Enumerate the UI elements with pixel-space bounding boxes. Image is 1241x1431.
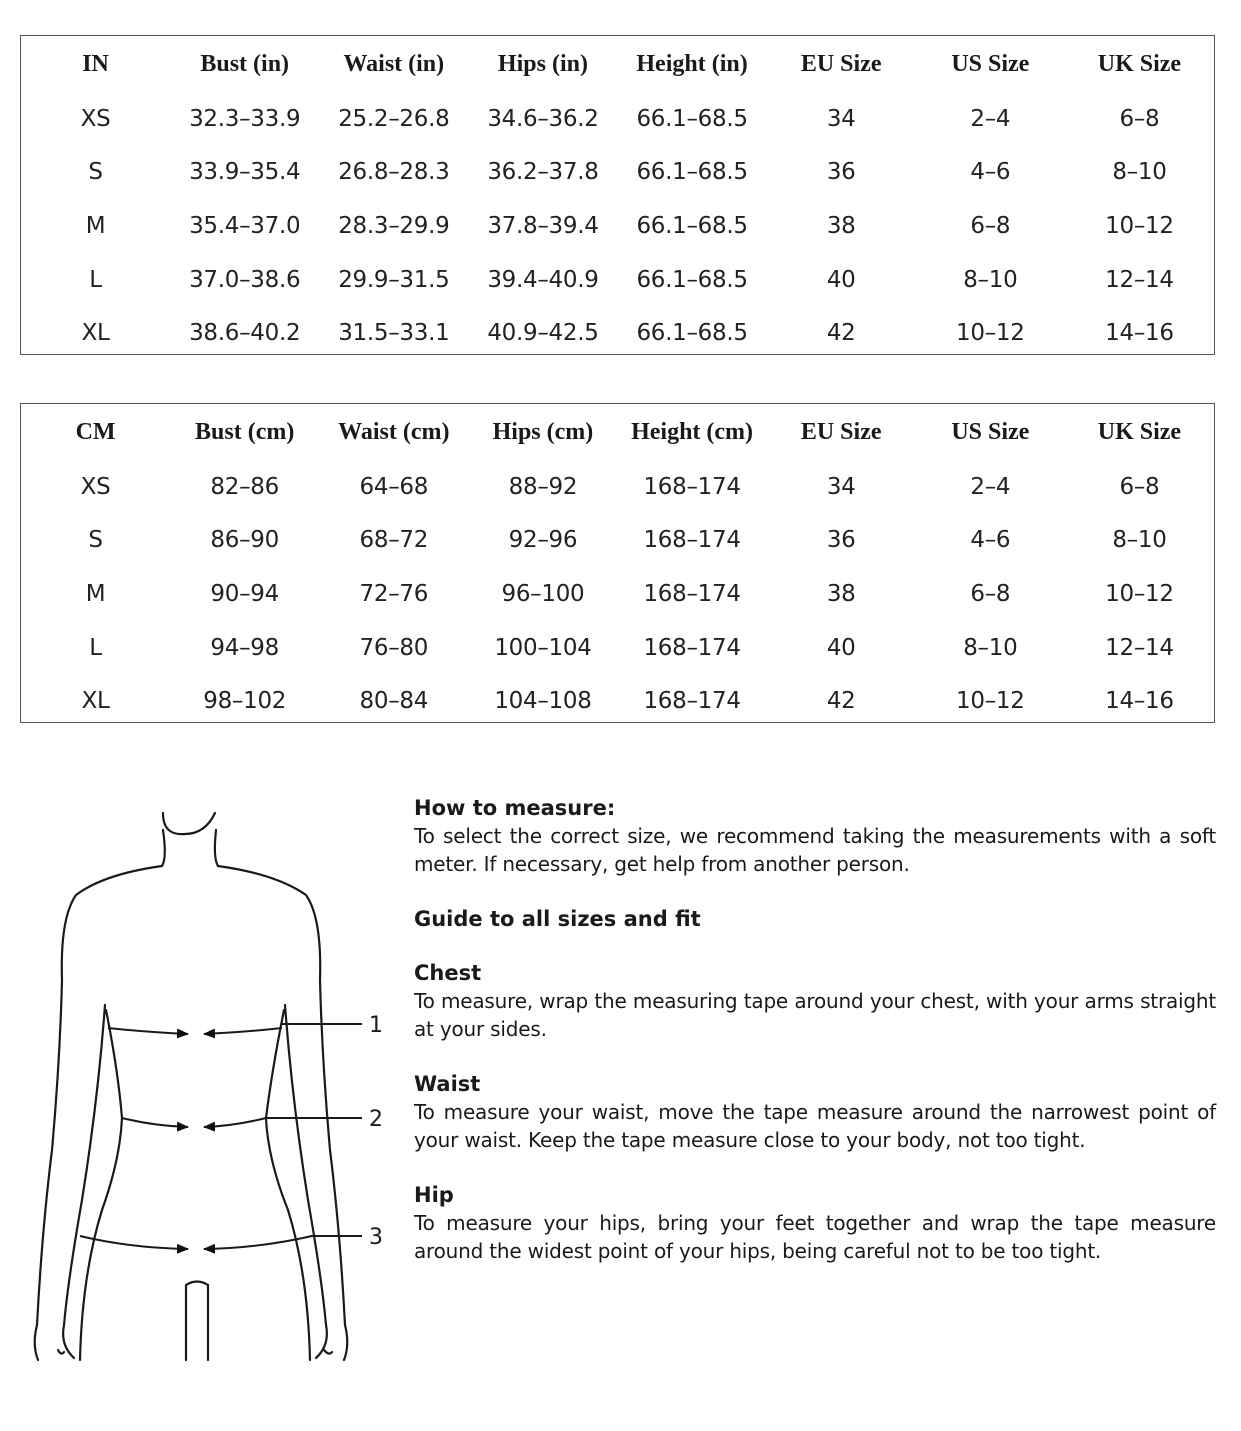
- table-cell: 33.9–35.4: [189, 159, 301, 186]
- hip-heading: Hip: [414, 1183, 454, 1207]
- column-header: IN: [82, 50, 109, 77]
- table-cell: 37.0–38.6: [189, 266, 301, 293]
- table-row: [21, 460, 1214, 514]
- table-cell: 68–72: [359, 527, 429, 554]
- chest-tape-left: [108, 1028, 188, 1034]
- measuring-guide: [414, 794, 1216, 1292]
- table-cell: XS: [80, 105, 111, 132]
- left-hand-outline: [58, 1350, 64, 1354]
- table-cell: M: [85, 212, 106, 239]
- table-cell: S: [88, 159, 103, 186]
- sizes-fit-section: [414, 905, 1216, 934]
- table-cell: 168–174: [643, 527, 741, 554]
- table-cell: M: [85, 580, 106, 607]
- table-cell: 88–92: [508, 473, 578, 500]
- table-cell: 42: [826, 688, 856, 715]
- waist-tape-right: [204, 1118, 266, 1127]
- table-cell: 10–12: [1105, 580, 1174, 607]
- table-cell: 4–6: [970, 159, 1011, 186]
- table-cell: 34.6–36.2: [487, 105, 599, 132]
- column-header: Waist (in): [343, 50, 445, 77]
- neck-left-outline: [162, 830, 165, 866]
- table-cell: 8–10: [1112, 527, 1167, 554]
- table-cell: 104–108: [494, 688, 592, 715]
- column-header: Height (cm): [631, 418, 754, 445]
- table-cell: XL: [81, 320, 110, 347]
- table-row: [21, 514, 1214, 568]
- table-cell: 92–96: [508, 527, 578, 554]
- table-cell: 36: [826, 527, 856, 554]
- table-cell: 80–84: [359, 688, 429, 715]
- table-cell: 40: [826, 266, 856, 293]
- table-cell: 6–8: [1119, 473, 1160, 500]
- table-cell: 28.3–29.9: [338, 212, 450, 239]
- size-table: [21, 404, 1214, 728]
- table-cell: 42: [826, 320, 856, 347]
- table-row: [21, 146, 1214, 200]
- table-header-row: [21, 404, 1214, 460]
- column-header: Hips (in): [497, 50, 588, 77]
- table-cell: 35.4–37.0: [189, 212, 301, 239]
- table-cell: 10–12: [956, 688, 1025, 715]
- chest-text: To measure, wrap the measuring tape around your chest, with your arms straight at your sides.: [414, 989, 1216, 1041]
- chest-marker-label: 1: [369, 1013, 383, 1038]
- chest-heading: Chest: [414, 961, 482, 985]
- table-cell: 14–16: [1105, 688, 1174, 715]
- waist-heading: Waist: [414, 1072, 481, 1096]
- column-header: EU Size: [800, 50, 882, 77]
- table-cell: 6–8: [970, 212, 1011, 239]
- table-row: [21, 253, 1214, 307]
- table-cell: 168–174: [643, 688, 741, 715]
- table-cell: 66.1–68.5: [636, 320, 748, 347]
- table-row: [21, 621, 1214, 675]
- chest-section: [414, 959, 1216, 1043]
- table-cell: 32.3–33.9: [189, 105, 301, 132]
- size-table-centimetres: [20, 403, 1215, 723]
- table-cell: 29.9–31.5: [338, 266, 450, 293]
- table-cell: 10–12: [956, 320, 1025, 347]
- table-cell: 10–12: [1105, 212, 1174, 239]
- table-cell: 168–174: [643, 634, 741, 661]
- column-header: US Size: [951, 50, 1030, 77]
- how-to-measure-section: [414, 794, 1216, 878]
- waist-marker-label: 2: [369, 1107, 383, 1132]
- column-header: Height (in): [636, 50, 748, 77]
- table-cell: 26.8–28.3: [338, 159, 450, 186]
- left-arm-outline: [35, 866, 162, 1360]
- table-cell: 94–98: [210, 634, 279, 661]
- table-cell: S: [88, 527, 103, 554]
- body-measurement-figure: [20, 800, 400, 1370]
- waist-text: To measure your waist, move the tape measure around the narrowest point of your waist. Keep the tape measure close to your body, not too tight.: [414, 1100, 1216, 1152]
- how-to-measure-heading: How to measure:: [414, 796, 616, 820]
- right-arm-outline: [218, 866, 347, 1360]
- table-cell: 38: [826, 212, 856, 239]
- table-cell: 2–4: [970, 105, 1011, 132]
- table-cell: 98–102: [203, 688, 287, 715]
- table-row: [21, 92, 1214, 146]
- column-header: Waist (cm): [338, 418, 450, 445]
- table-row: [21, 567, 1214, 621]
- table-row: [21, 674, 1214, 728]
- column-header: EU Size: [800, 418, 882, 445]
- column-header: Bust (in): [200, 50, 290, 77]
- leg-gap-outline: [186, 1282, 208, 1361]
- table-cell: 168–174: [643, 580, 741, 607]
- how-to-measure-text: To select the correct size, we recommend taking the measurements with a soft meter. If necessary, get help from another person.: [414, 824, 1216, 876]
- table-cell: 8–10: [963, 634, 1018, 661]
- table-cell: 34: [826, 473, 856, 500]
- table-cell: 72–76: [359, 580, 429, 607]
- table-cell: XS: [80, 473, 111, 500]
- table-cell: 66.1–68.5: [636, 159, 748, 186]
- table-cell: 96–100: [501, 580, 585, 607]
- size-table-inches: [20, 35, 1215, 355]
- table-cell: 100–104: [494, 634, 592, 661]
- hip-tape-left: [80, 1236, 188, 1249]
- table-cell: 36: [826, 159, 856, 186]
- right-hand-outline: [324, 1350, 332, 1354]
- table-cell: 36.2–37.8: [487, 159, 599, 186]
- column-header: UK Size: [1097, 50, 1182, 77]
- column-header: Hips (cm): [492, 418, 594, 445]
- right-torso-outline: [266, 1010, 310, 1360]
- table-cell: 168–174: [643, 473, 741, 500]
- table-cell: 66.1–68.5: [636, 266, 748, 293]
- table-cell: L: [89, 634, 102, 661]
- table-cell: 8–10: [963, 266, 1018, 293]
- table-cell: 12–14: [1105, 634, 1174, 661]
- table-cell: L: [89, 266, 102, 293]
- table-cell: 37.8–39.4: [487, 212, 599, 239]
- table-cell: 40.9–42.5: [487, 320, 599, 347]
- table-cell: XL: [81, 688, 110, 715]
- column-header: Bust (cm): [195, 418, 295, 445]
- table-cell: 25.2–26.8: [338, 105, 450, 132]
- table-row: [21, 199, 1214, 253]
- table-cell: 40: [826, 634, 856, 661]
- column-header: US Size: [951, 418, 1030, 445]
- table-cell: 38.6–40.2: [189, 320, 301, 347]
- table-cell: 86–90: [210, 527, 279, 554]
- size-table: [21, 36, 1214, 360]
- table-cell: 64–68: [359, 473, 429, 500]
- waist-tape-left: [122, 1118, 188, 1127]
- neck-outline: [163, 813, 215, 834]
- table-cell: 38: [826, 580, 856, 607]
- neck-right-outline: [215, 830, 218, 866]
- table-cell: 14–16: [1105, 320, 1174, 347]
- table-row: [21, 306, 1214, 360]
- table-cell: 66.1–68.5: [636, 105, 748, 132]
- table-header-row: [21, 36, 1214, 92]
- column-header: UK Size: [1097, 418, 1182, 445]
- hip-text: To measure your hips, bring your feet together and wrap the tape measure around the widest point of your hips, being careful not to be too tight.: [414, 1211, 1216, 1263]
- body-outline-illustration: [20, 800, 400, 1370]
- waist-section: [414, 1070, 1216, 1154]
- table-cell: 8–10: [1112, 159, 1167, 186]
- sizes-fit-heading: Guide to all sizes and fit: [414, 907, 701, 931]
- table-cell: 34: [826, 105, 856, 132]
- hip-marker-label: 3: [369, 1225, 383, 1250]
- table-cell: 66.1–68.5: [636, 212, 748, 239]
- table-cell: 6–8: [970, 580, 1011, 607]
- table-cell: 76–80: [359, 634, 429, 661]
- table-cell: 31.5–33.1: [338, 320, 450, 347]
- column-header: CM: [75, 418, 116, 445]
- chest-tape-right: [204, 1028, 282, 1034]
- table-cell: 90–94: [210, 580, 279, 607]
- table-cell: 2–4: [970, 473, 1011, 500]
- table-cell: 4–6: [970, 527, 1011, 554]
- hip-section: [414, 1181, 1216, 1265]
- table-cell: 39.4–40.9: [487, 266, 599, 293]
- table-cell: 82–86: [210, 473, 279, 500]
- table-cell: 12–14: [1105, 266, 1174, 293]
- table-cell: 6–8: [1119, 105, 1160, 132]
